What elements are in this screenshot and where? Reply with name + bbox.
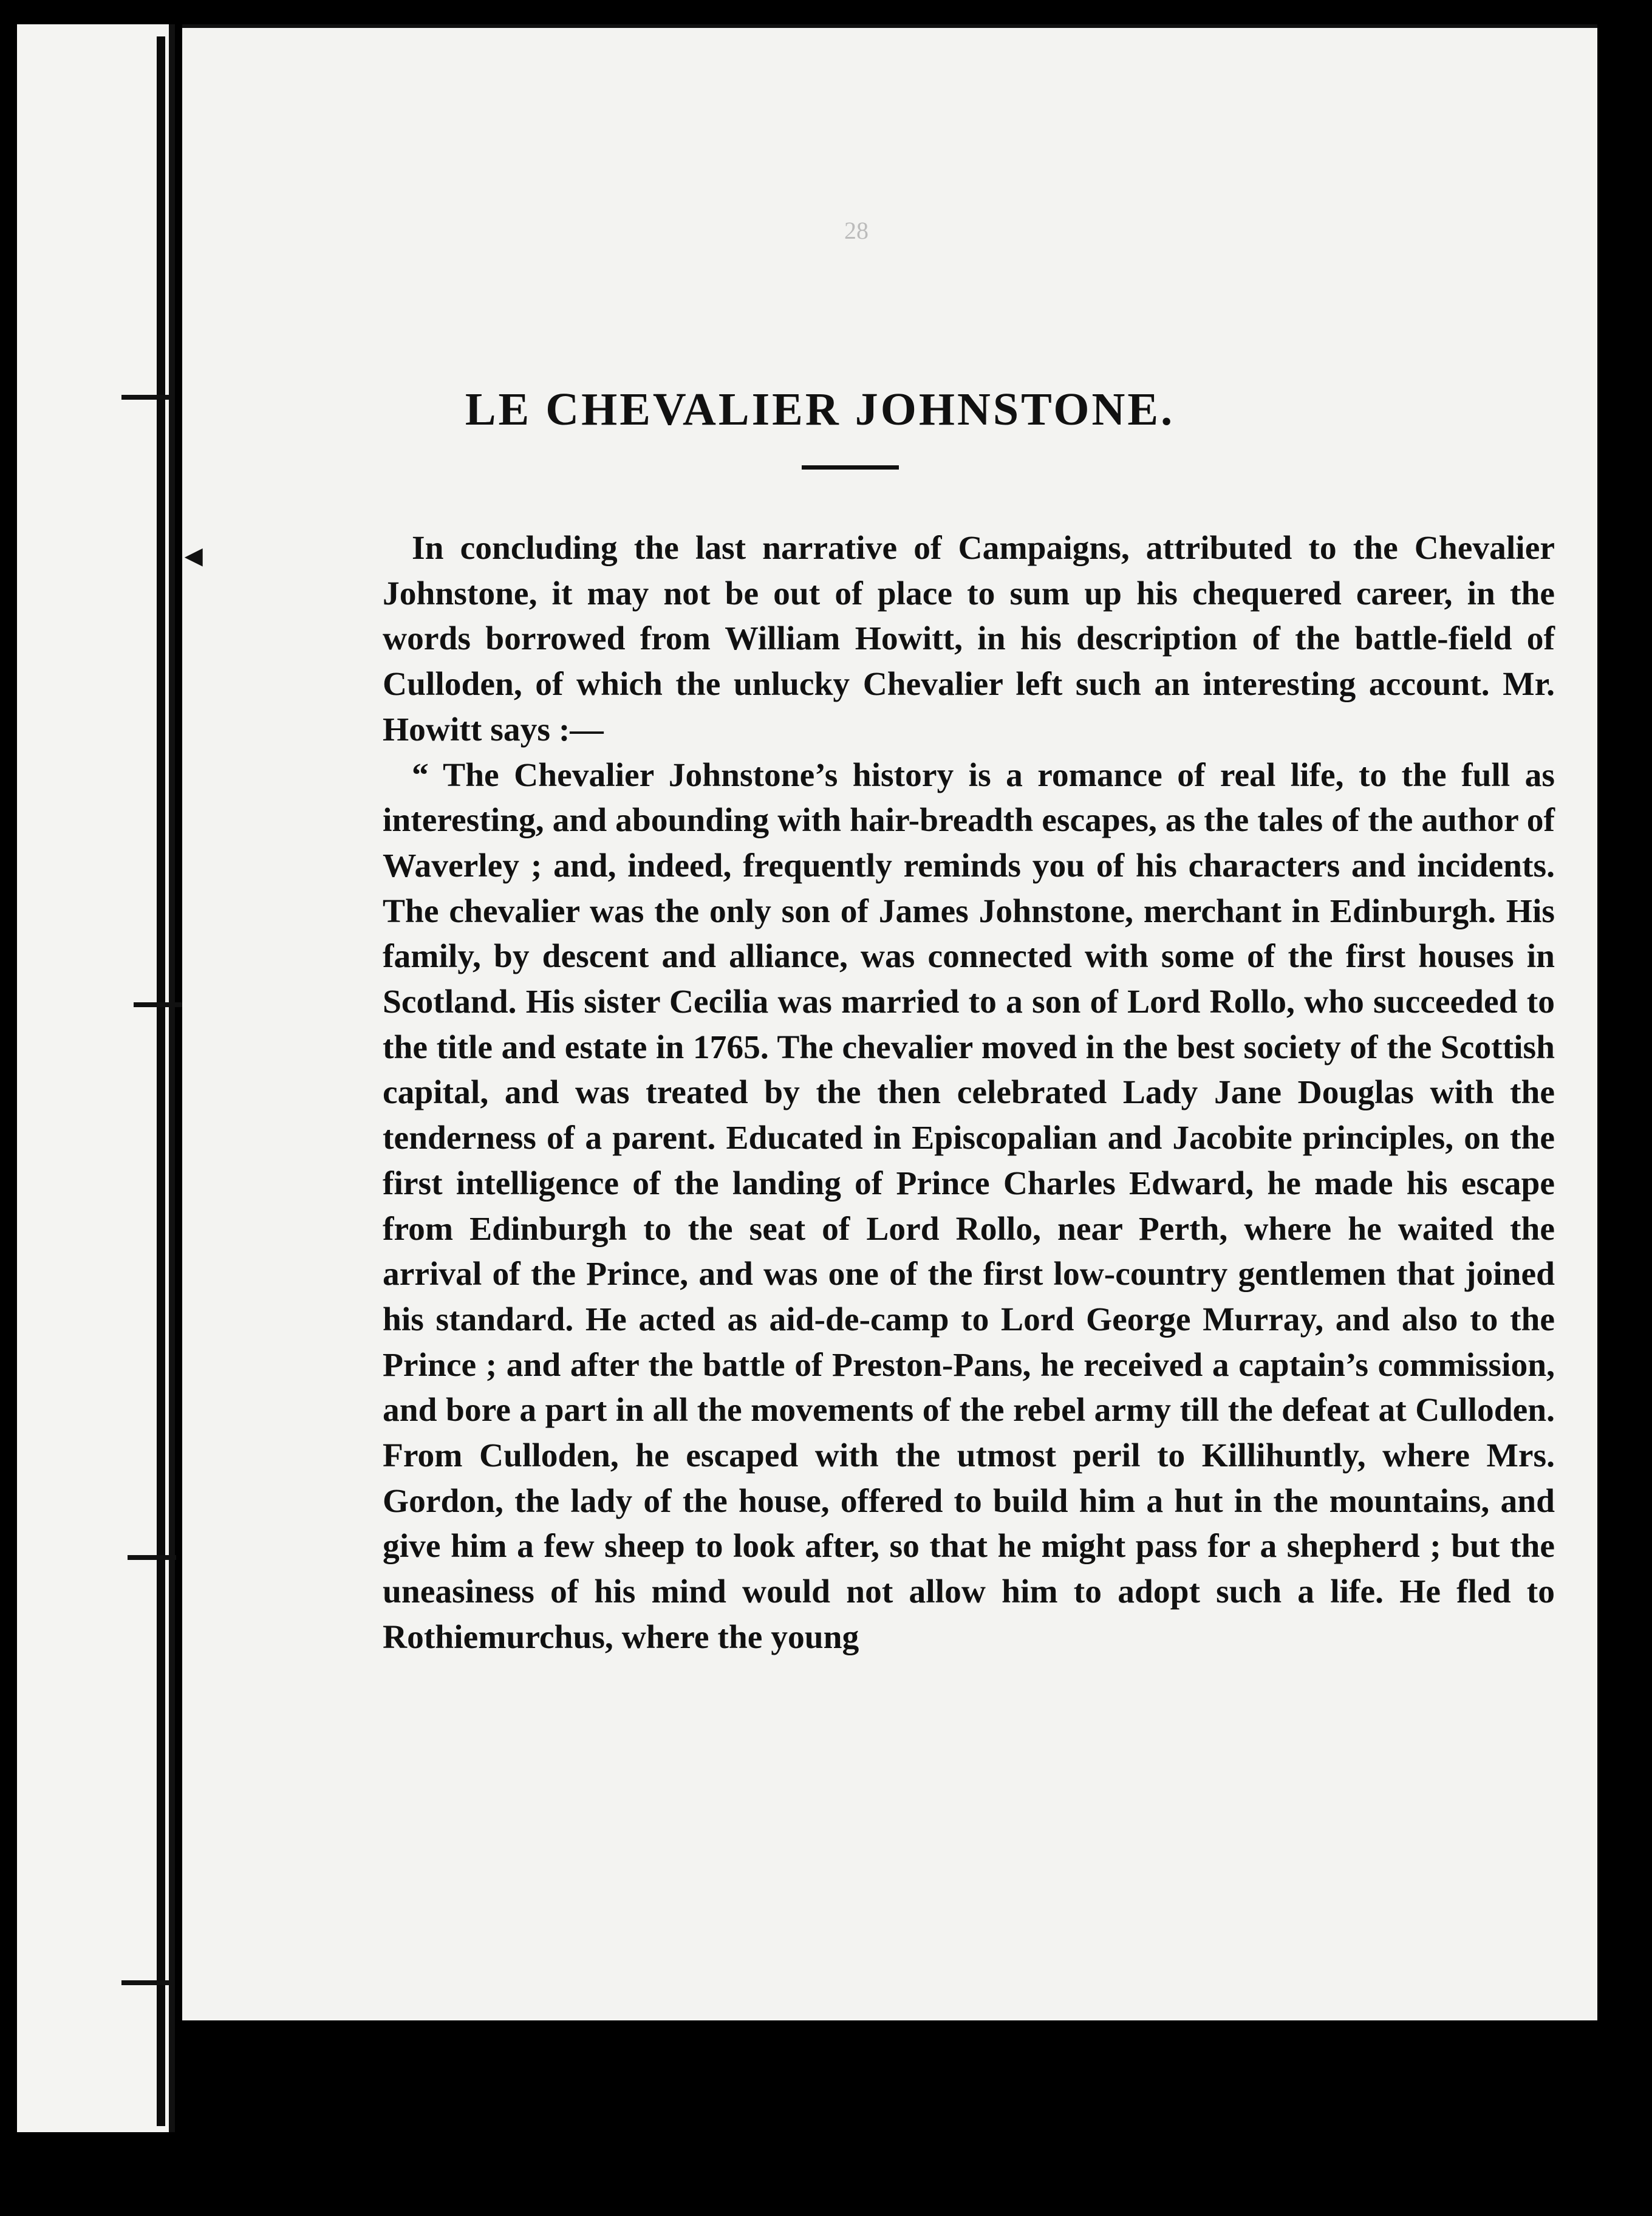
page-title: LE CHEVALIER JOHNSTONE.	[465, 384, 1175, 435]
gutter-mark	[134, 1002, 182, 1007]
facing-page-edge	[17, 24, 175, 2132]
margin-arrow-icon: ◄	[179, 539, 209, 573]
page-number: 28	[844, 217, 869, 244]
paragraph-quote: “ The Chevalier Johnstone’s history is a romance of real life, to the full as interesting, and abounding with hair-breadth escapes, as the tales of the author of Waverley ; and, indeed, frequently reminds you of his characters and incidents. The chevalier was the only son of James Johnstone, merchant in Edinburgh. His family, by descent and alliance, was connected with some of the first houses in Scotland. His sister Cecilia was married to a son of Lord Rollo, who succeeded to the title and estate in 1765. The chevalier moved in the best society of the Scottish capital, and was treated by the then celebrated Lady Jane Douglas with the tenderness of a parent. Educated in Episcopalian and Jacobite principles, on the first intelligence of the landing of Prince Charles Edward, he made his escape from Edinburgh to the seat of Lord Rollo, near Perth, where he waited the arrival of the Prince, and was one of the first low-country gentlemen that joined his standard. He acted as aid-de-camp to Lord George Murray, and also to the Prince ; and after the battle of Preston-Pans, he received a captain’s commission, and bore a part in all the movements of the rebel army till the defeat at Culloden. From Culloden, he escaped with the utmost peril to Killihuntly, where Mrs. Gordon, the lady of the house, offered to build him a hut in the mountains, and give him a few sheep to look after, so that he might pass for a shepherd ; but the uneasiness of his mind would not allow him to adopt such a life. He fled to Rothiemurchus, where the young	[383, 756, 1555, 1656]
gutter-mark	[121, 395, 170, 400]
gutter-mark	[128, 1555, 176, 1560]
body-text	[383, 526, 1555, 1661]
paragraph-intro: In concluding the last narrative of Campaigns, attributed to the Chevalier Johnstone, it may not be out of place to sum up his chequered career, in the words borrowed from William Howitt, in his description of the battle-field of Culloden, of which the unlucky Chevalier left such an interesting account. Mr. Howitt says :—	[383, 530, 1555, 748]
title-rule	[802, 465, 899, 470]
binding-gutter	[157, 36, 165, 2126]
book-page	[179, 24, 1597, 2020]
gutter-mark	[121, 1980, 170, 1985]
